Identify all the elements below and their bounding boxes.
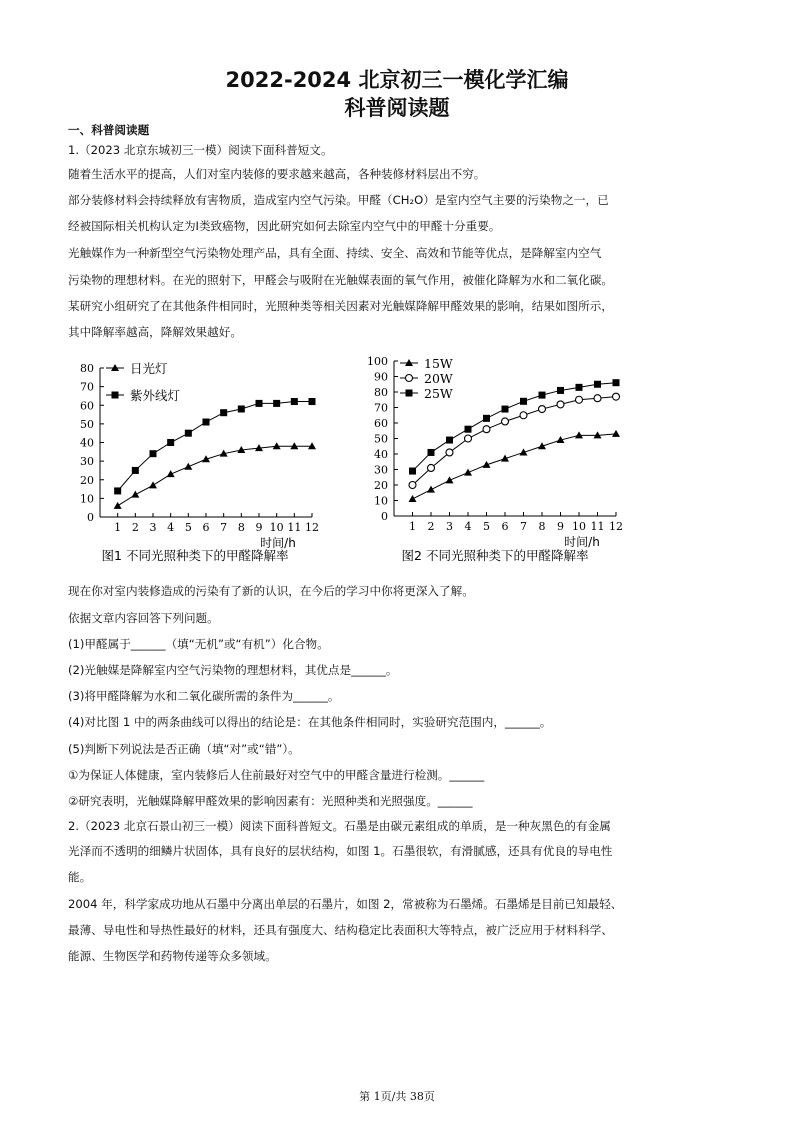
- figure-caption: 图2 不同光照种类下的甲醛降解率: [401, 548, 589, 563]
- paragraph-line: 光触媒作为一种新型空气污染物处理产品，具有全面、持续、安全、高效和节能等优点，是降解室内空气: [68, 246, 602, 260]
- data-point: [131, 491, 139, 498]
- data-point: [483, 415, 490, 422]
- x-tick-label: 1: [409, 520, 416, 533]
- paragraph-line: 污染物的理想材料。在光的照射下，甲醛会与吸附在光触媒表面的氧气作用，被催化降解为水和二氧化碳。: [68, 273, 613, 287]
- y-tick-label: 10: [80, 492, 94, 506]
- document-subtitle: 科普阅读题: [344, 96, 450, 120]
- figure-2-chart: [360, 352, 630, 572]
- x-tick-label: 2: [427, 520, 435, 533]
- data-point: [557, 387, 564, 394]
- data-point: [167, 439, 174, 446]
- legend-label: 日光灯: [130, 361, 168, 376]
- x-tick-label: 5: [184, 521, 192, 534]
- paragraph-line: 部分装修材料会持续释放有害物质，造成室内空气污染。甲醛（CH₂O）是室内空气主要的污染物之一，已: [68, 193, 609, 207]
- x-axis-label: 时间/h: [260, 536, 296, 550]
- figure-1-chart: [70, 352, 320, 572]
- y-tick-label: 40: [374, 448, 388, 461]
- x-tick-label: 8: [237, 521, 245, 534]
- y-tick-label: 90: [374, 370, 388, 384]
- x-tick-label: 6: [202, 521, 210, 534]
- y-tick-label: 70: [80, 380, 94, 394]
- series-line: [118, 446, 312, 506]
- data-point: [185, 430, 192, 437]
- data-point: [409, 468, 416, 475]
- data-point: [612, 430, 620, 437]
- question-line: (4)对比图 1 中的两条曲线可以得出的结论是：在其他条件相同时，实验研究范围内，______。: [68, 715, 552, 729]
- x-tick-label: 12: [305, 521, 319, 534]
- paragraph-line: 2.（2023 北京石景山初三一模）阅读下面科普短文。石墨是由碳元素组成的单质，是一种灰黑色的有金属: [68, 819, 611, 833]
- y-tick-label: 40: [80, 436, 94, 450]
- y-tick-label: 20: [374, 479, 388, 492]
- y-tick-label: 50: [80, 417, 94, 431]
- question-line: ①为保证人体健康，室内装修后人住前最好对空气中的甲醛含量进行检测。______: [68, 768, 485, 782]
- x-tick-label: 10: [269, 521, 284, 534]
- data-point: [613, 379, 620, 386]
- data-point: [502, 406, 509, 413]
- x-tick-label: 1: [114, 521, 122, 534]
- data-point: [594, 395, 601, 402]
- data-point: [238, 405, 245, 412]
- data-point: [613, 393, 620, 400]
- data-point: [114, 487, 121, 494]
- y-tick-label: 60: [374, 417, 388, 430]
- legend-label: 15W: [424, 356, 453, 371]
- legend-marker: [406, 375, 413, 382]
- data-point: [575, 431, 583, 438]
- data-point: [446, 449, 453, 456]
- data-point: [409, 495, 417, 502]
- x-tick-label: 4: [167, 521, 175, 534]
- x-tick-label: 8: [538, 520, 546, 533]
- data-point: [557, 401, 564, 408]
- y-tick-label: 70: [374, 401, 388, 415]
- data-point: [203, 419, 210, 426]
- x-tick-label: 11: [287, 521, 302, 534]
- x-tick-label: 12: [609, 520, 623, 533]
- data-point: [273, 400, 280, 407]
- legend-marker: [406, 390, 413, 397]
- x-tick-label: 3: [446, 520, 453, 533]
- data-point: [220, 409, 227, 416]
- x-tick-label: 7: [220, 521, 228, 534]
- paragraph-line: 经被国际相关机构认定为I类致癌物，因此研究如何去除室内空气中的甲醛十分重要。: [68, 219, 501, 233]
- figure-2: [360, 352, 630, 576]
- x-tick-label: 3: [149, 521, 157, 534]
- data-point: [132, 467, 139, 474]
- figure-1: [70, 352, 320, 576]
- legend-marker: [112, 392, 119, 399]
- x-tick-label: 9: [557, 520, 564, 533]
- series-line: [413, 434, 617, 499]
- y-tick-label: 0: [381, 510, 388, 523]
- question-line: (3)将甲醛降解为水和二氧化碳所需的条件为______。: [68, 689, 340, 703]
- data-point: [446, 437, 453, 444]
- x-tick-label: 5: [483, 520, 490, 533]
- paragraph-line: 依据文章内容回答下列问题。: [68, 611, 219, 625]
- data-point: [428, 449, 435, 456]
- data-point: [465, 426, 472, 433]
- data-point: [539, 392, 546, 399]
- data-point: [150, 450, 157, 457]
- data-point: [520, 412, 527, 419]
- paragraph-line: 其中降解率越高，降解效果越好。: [68, 325, 242, 339]
- x-tick-label: 11: [590, 520, 605, 533]
- data-point: [464, 469, 472, 476]
- data-point: [184, 463, 192, 470]
- paragraph-line: 光泽而不透明的细鳞片状固体，具有良好的层状结构，如图 1。石墨很软，有滑腻感，还具有优良的导电性: [68, 844, 613, 858]
- data-point: [309, 398, 316, 405]
- x-tick-label: 9: [255, 521, 263, 534]
- y-tick-label: 20: [80, 473, 94, 487]
- data-point: [446, 476, 454, 483]
- y-tick-label: 0: [87, 511, 94, 524]
- paragraph-line: 某研究小组研究了在其他条件相同时，光照种类等相关因素对光触媒降解甲醛效果的影响，结果如图所示，: [68, 299, 613, 313]
- data-point: [427, 486, 435, 493]
- x-tick-label: 2: [131, 521, 139, 534]
- x-tick-label: 6: [501, 520, 509, 533]
- x-axis-label: 时间/h: [564, 535, 600, 549]
- question-line: (5)判断下列说法是否正确（填“对”或“错”）。: [68, 742, 300, 756]
- data-point: [114, 502, 122, 509]
- paragraph-line: 随着生活水平的提高，人们对室内装修的要求越来越高，各种装修材料层出不穷。: [68, 167, 486, 181]
- y-tick-label: 80: [374, 386, 388, 399]
- legend-label: 25W: [424, 386, 453, 401]
- paragraph-line: 2004 年，科学家成功地从石墨中分离出单层的石墨片，如图 2，常被称为石墨烯。石墨烯是目前已知最轻、: [68, 897, 623, 911]
- data-point: [256, 400, 263, 407]
- paragraph-line: 现在你对室内装修造成的污染有了新的认识，在今后的学习中你将更深入了解。: [68, 584, 474, 598]
- y-tick-label: 30: [80, 455, 94, 469]
- paragraph-line: 最薄、导电性和导热性最好的材料，还具有强度大、结构稳定比表面积大等特点，被广泛应用于材料科学、: [68, 923, 613, 937]
- figure-caption: 图1 不同光照种类下的甲醛降解率: [101, 548, 289, 563]
- data-point: [520, 398, 527, 405]
- y-tick-label: 80: [80, 362, 94, 375]
- data-point: [576, 396, 583, 403]
- paragraph-line: 能源、生物医学和药物传递等众多领域。: [68, 949, 277, 963]
- data-point: [167, 470, 175, 477]
- y-tick-label: 30: [374, 463, 388, 477]
- x-tick-label: 4: [464, 520, 472, 533]
- series-line: [413, 397, 617, 485]
- data-point: [502, 418, 509, 425]
- x-tick-label: 7: [520, 520, 527, 533]
- data-point: [539, 406, 546, 413]
- question-line: (2)光触媒是降解室内空气污染物的理想材料，其优点是______。: [68, 663, 398, 677]
- data-point: [594, 381, 601, 388]
- paragraph-line: 能。: [68, 870, 92, 884]
- data-point: [409, 482, 416, 489]
- legend-label: 紫外线灯: [130, 388, 181, 403]
- x-tick-label: 10: [572, 520, 586, 533]
- question-line: (1)甲醛属于______（填“无机”或“有机”）化合物。: [68, 637, 329, 651]
- data-point: [291, 398, 298, 405]
- y-tick-label: 100: [367, 355, 388, 368]
- data-point: [483, 426, 490, 433]
- y-tick-label: 10: [374, 494, 388, 508]
- data-point: [576, 384, 583, 391]
- question-line: ②研究表明，光触媒降解甲醛效果的影响因素有：光照种类和光照强度。______: [68, 794, 473, 808]
- paragraph-line: 1.（2023 北京东城初三一模）阅读下面科普短文。: [68, 143, 333, 157]
- y-tick-label: 50: [374, 432, 388, 446]
- section-heading: 一、科普阅读题: [68, 123, 150, 137]
- data-point: [149, 481, 157, 488]
- page-footer: 第 1页/共 38页: [359, 1090, 435, 1103]
- legend-label: 20W: [424, 371, 453, 386]
- y-tick-label: 60: [80, 399, 94, 413]
- document-title: 2022-2024 北京初三一模化学汇编: [225, 68, 569, 92]
- data-point: [428, 464, 435, 471]
- data-point: [465, 435, 472, 442]
